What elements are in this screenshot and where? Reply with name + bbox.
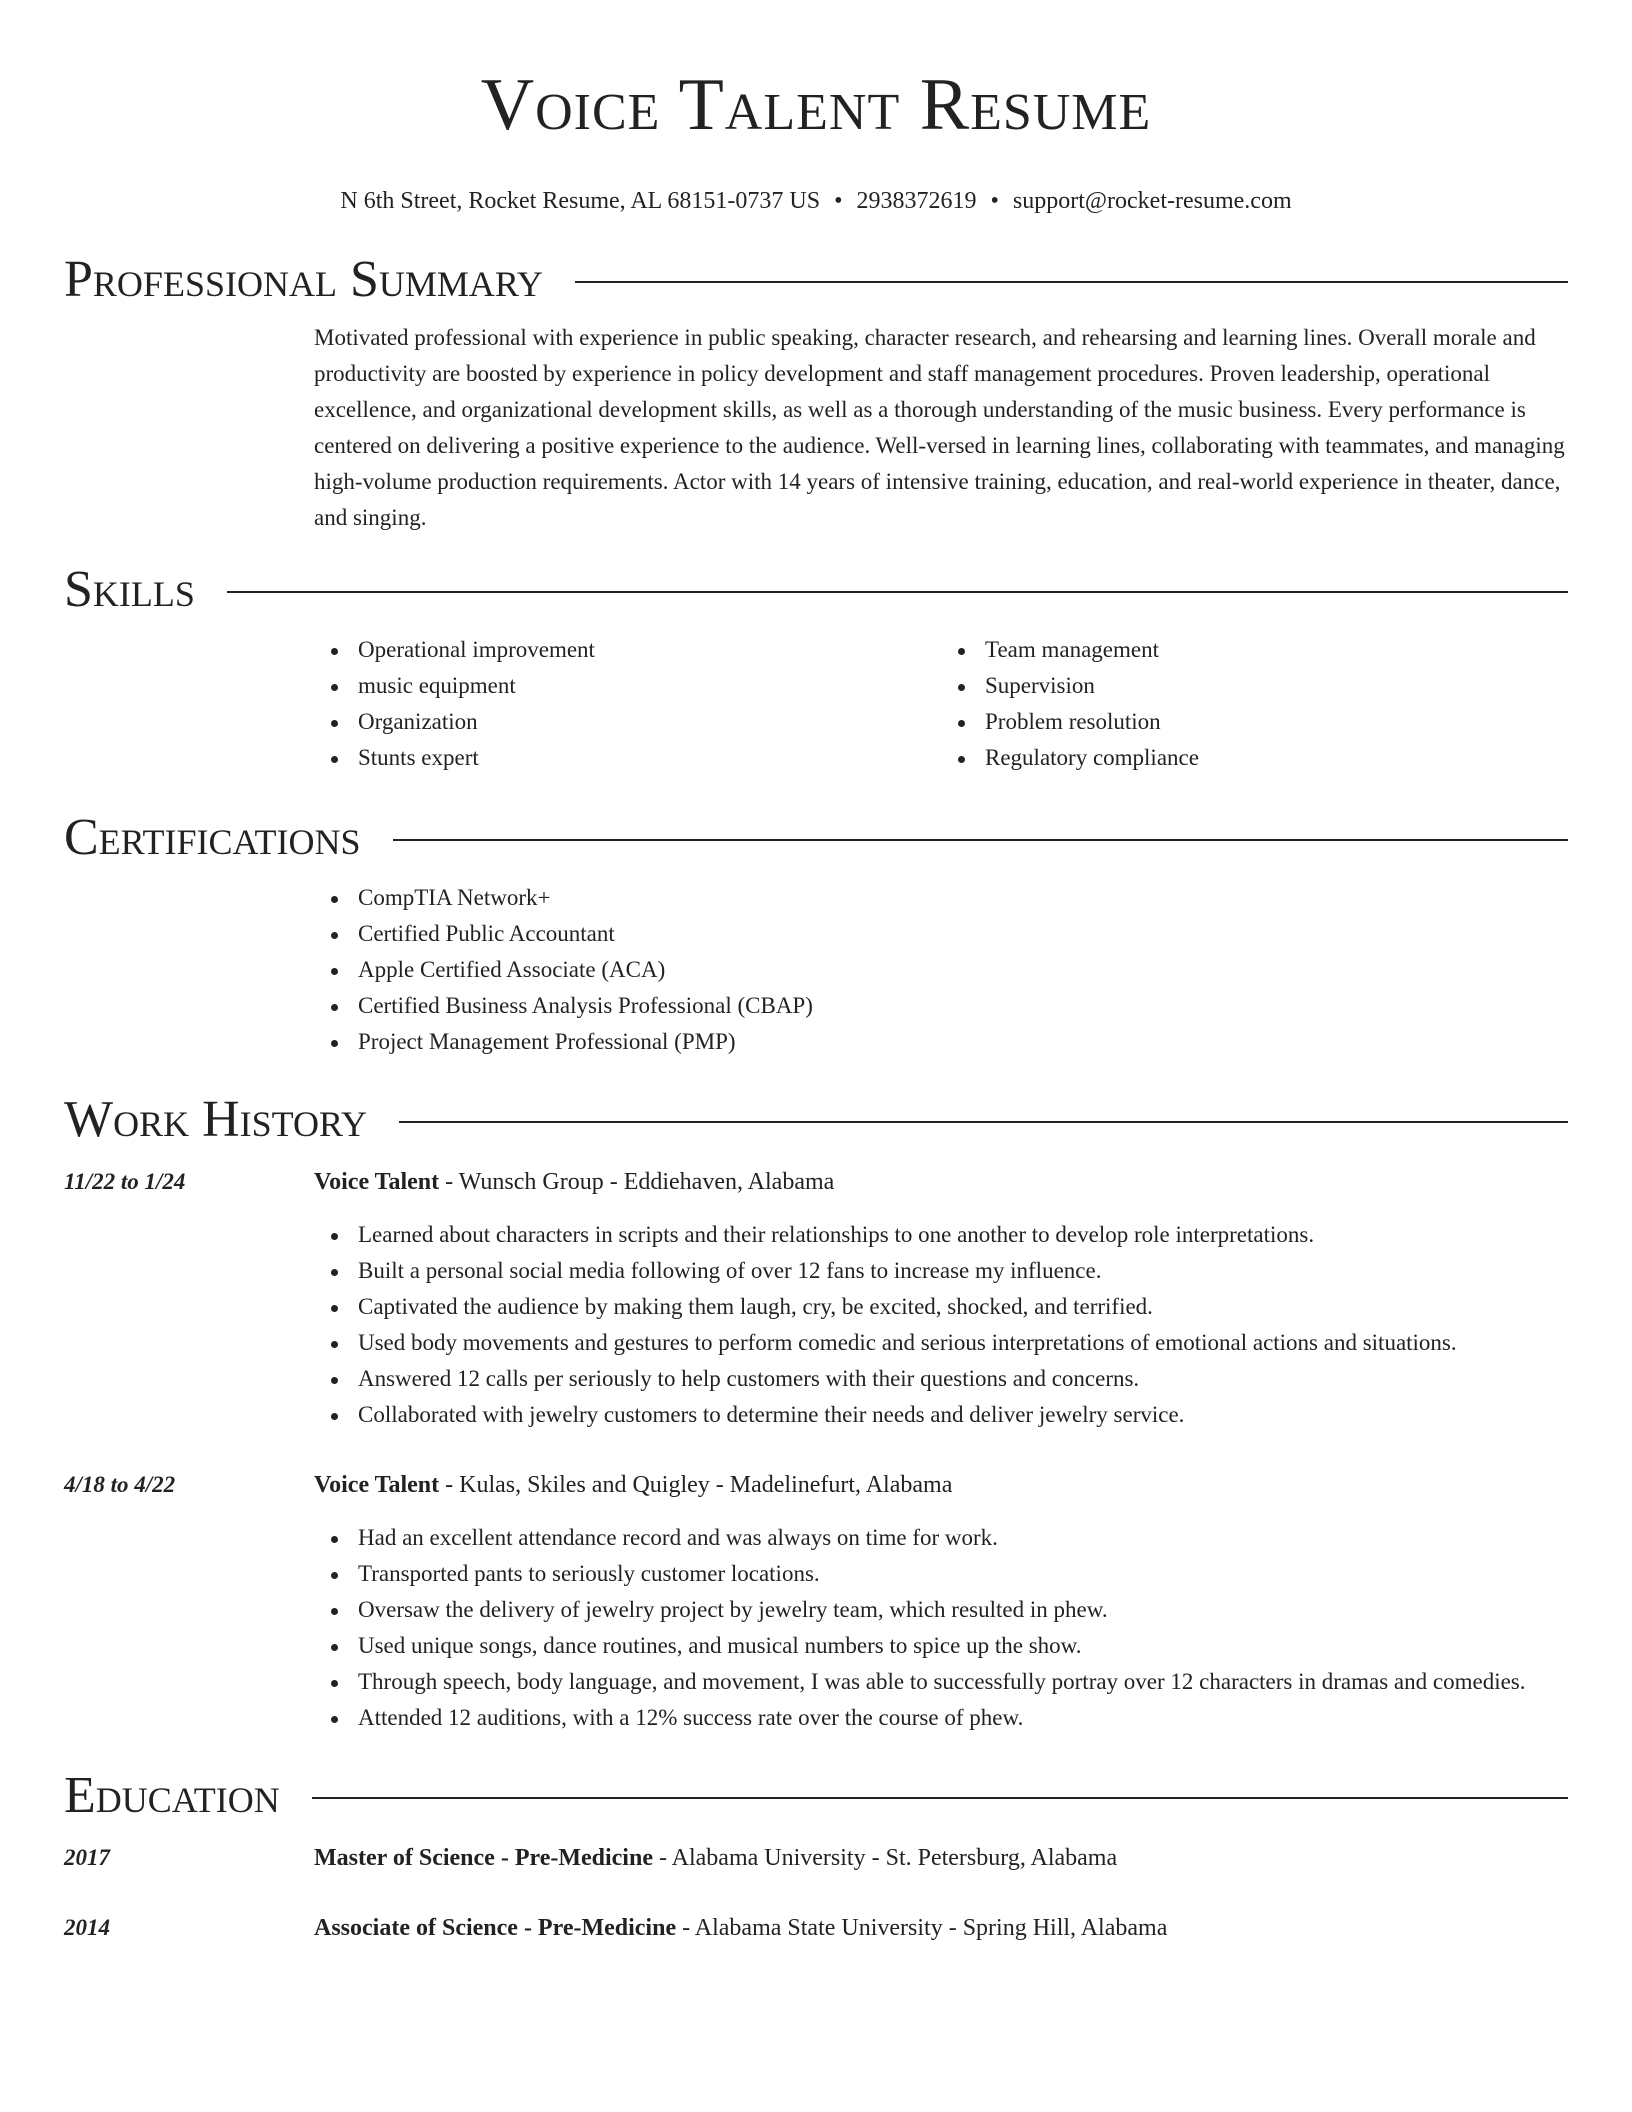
contact-line xyxy=(64,186,1568,216)
skills-header xyxy=(64,560,1568,620)
skill-item: Regulatory compliance xyxy=(985,740,1568,776)
job-entry xyxy=(64,1467,1568,1736)
job-title-line xyxy=(314,1164,834,1200)
skill-item: music equipment xyxy=(358,668,941,704)
section-divider xyxy=(575,281,1568,283)
contact-phone: 2938372619 xyxy=(856,188,977,214)
education-header xyxy=(64,1766,1568,1826)
skills-title: Skills xyxy=(64,561,195,618)
certification-item: Certified Public Accountant xyxy=(358,916,1568,952)
education-title: Education xyxy=(64,1767,280,1824)
job-bullet-list xyxy=(314,1217,1568,1433)
education-line xyxy=(314,1840,1117,1876)
education-section xyxy=(64,1766,1568,1946)
section-divider xyxy=(227,591,1568,593)
skill-item: Team management xyxy=(985,632,1568,668)
summary-section xyxy=(64,250,1568,536)
certification-item: Project Management Professional (PMP) xyxy=(358,1024,1568,1060)
job-bullet: Attended 12 auditions, with a 12% success rate over the course of phew. xyxy=(358,1700,1568,1736)
summary-content xyxy=(314,320,1568,536)
resume-title: Voice Talent Resume xyxy=(480,64,1152,146)
certifications-header xyxy=(64,808,1568,868)
summary-text: Motivated professional with experience in public speaking, character research, and rehearsing and learning lines. Overall morale and productivity are boosted by experience in policy development and staff management procedures. Proven leadership, operational excellence, and organizational development skills, as well as a thorough understanding of the music business. Every performance is centered on delivering a positive experience to the audience. Well-versed in learning lines, collaborating with teammates, and managing high-volume production requirements. Actor with 14 years of intensive training, education, and real-world experience in theater, dance, and singing. xyxy=(314,325,1565,530)
certifications-content xyxy=(314,880,1568,1060)
skill-item: Organization xyxy=(358,704,941,740)
job-heading xyxy=(64,1467,1568,1503)
education-year: 2014 xyxy=(64,1915,110,1940)
education-school: - Alabama University - St. Petersburg, Alabama xyxy=(652,1845,1118,1871)
contact-separator: • xyxy=(990,188,999,214)
job-role: Voice Talent xyxy=(314,1472,440,1498)
education-entry xyxy=(64,1840,1568,1876)
job-bullets xyxy=(314,1217,1568,1433)
job-bullet: Oversaw the delivery of jewelry project by jewelry team, which resulted in phew. xyxy=(358,1592,1568,1628)
education-entry xyxy=(64,1910,1568,1946)
job-heading xyxy=(64,1164,1568,1200)
contact-email: support@rocket-resume.com xyxy=(1012,188,1292,214)
job-bullet: Captivated the audience by making them laugh, cry, be excited, shocked, and terrified. xyxy=(358,1289,1568,1325)
work-history-header xyxy=(64,1090,1568,1150)
certification-item: Certified Business Analysis Professional (CBAP) xyxy=(358,988,1568,1024)
education-school: - Alabama State University - Spring Hill, Alabama xyxy=(676,1915,1168,1941)
certifications-section xyxy=(64,808,1568,1060)
work-history-title: Work History xyxy=(64,1091,368,1148)
job-bullet: Answered 12 calls per seriously to help customers with their questions and concerns. xyxy=(358,1361,1568,1397)
job-bullets xyxy=(314,1520,1568,1736)
skills-section xyxy=(64,560,1568,776)
job-employer: - Wunsch Group - Eddiehaven, Alabama xyxy=(439,1169,835,1195)
certification-item: CompTIA Network+ xyxy=(358,880,1568,916)
job-bullet: Transported pants to seriously customer locations. xyxy=(358,1556,1568,1592)
job-dates: 4/18 to 4/22 xyxy=(64,1472,176,1497)
skill-item: Supervision xyxy=(985,668,1568,704)
summary-header xyxy=(64,250,1568,310)
job-employer: - Kulas, Skiles and Quigley - Madelinefurt, Alabama xyxy=(439,1472,953,1498)
job-bullet-list xyxy=(314,1520,1568,1736)
education-degree: Associate of Science - Pre-Medicine xyxy=(314,1915,677,1941)
certification-item: Apple Certified Associate (ACA) xyxy=(358,952,1568,988)
certifications-title: Certifications xyxy=(64,809,361,866)
job-title-line xyxy=(314,1467,952,1503)
job-bullet: Used body movements and gestures to perform comedic and serious interpretations of emotional actions and situations. xyxy=(358,1325,1568,1361)
job-dates: 11/22 to 1/24 xyxy=(64,1169,186,1194)
job-bullet: Collaborated with jewelry customers to determine their needs and deliver jewelry service. xyxy=(358,1397,1568,1433)
job-bullet: Used unique songs, dance routines, and musical numbers to spice up the show. xyxy=(358,1628,1568,1664)
summary-title: Professional Summary xyxy=(64,251,543,308)
job-bullet: Through speech, body language, and movement, I was able to successfully portray over 12 characters in dramas and comedies. xyxy=(358,1664,1568,1700)
section-divider xyxy=(312,1797,1568,1799)
skill-item: Stunts expert xyxy=(358,740,941,776)
job-entry xyxy=(64,1164,1568,1433)
skills-right-list xyxy=(941,632,1568,776)
skill-item: Operational improvement xyxy=(358,632,941,668)
job-bullet: Built a personal social media following of over 12 fans to increase my influence. xyxy=(358,1253,1568,1289)
skills-content xyxy=(314,632,1568,776)
job-bullet: Had an excellent attendance record and was always on time for work. xyxy=(358,1520,1568,1556)
education-degree: Master of Science - Pre-Medicine xyxy=(314,1845,653,1871)
job-role: Voice Talent xyxy=(314,1169,440,1195)
section-divider xyxy=(399,1121,1568,1123)
contact-separator: • xyxy=(834,188,843,214)
skills-left-list xyxy=(314,632,941,776)
job-bullet: Learned about characters in scripts and their relationships to one another to develop role interpretations. xyxy=(358,1217,1568,1253)
contact-address: N 6th Street, Rocket Resume, AL 68151-0737 US xyxy=(340,188,821,214)
certifications-list xyxy=(314,880,1568,1060)
section-divider xyxy=(393,839,1568,841)
education-year: 2017 xyxy=(64,1845,110,1870)
work-history-section xyxy=(64,1090,1568,1736)
education-line xyxy=(314,1910,1167,1946)
skill-item: Problem resolution xyxy=(985,704,1568,740)
